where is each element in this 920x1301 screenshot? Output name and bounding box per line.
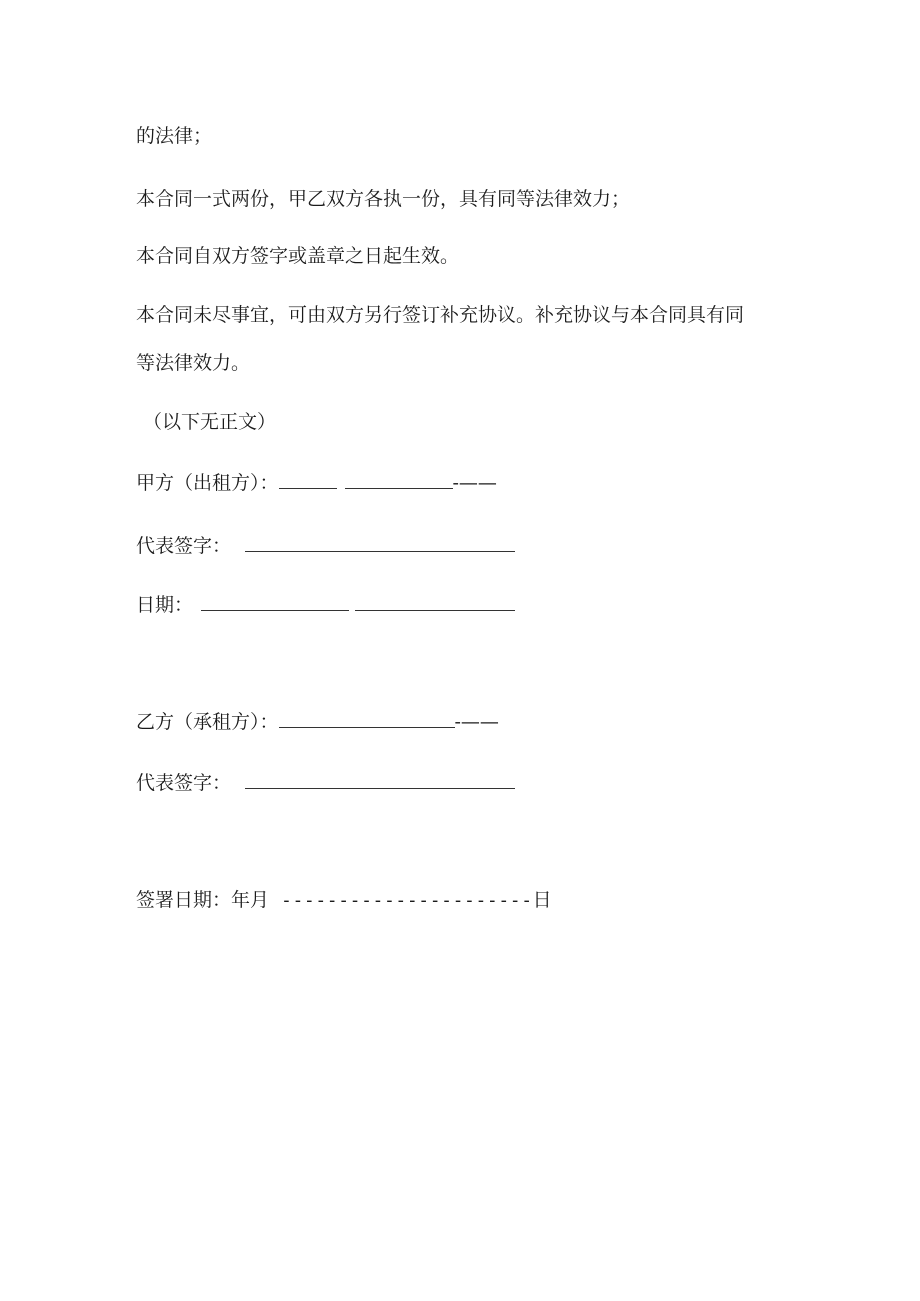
party-b-label: 乙方（承租方）： [136, 711, 279, 733]
clause-copies: 本合同一式两份，甲乙双方各执一份，具有同等法律效力； [136, 188, 631, 210]
party-b-row [136, 709, 499, 734]
party-b-name-blank[interactable] [279, 709, 455, 728]
party-a-date-blank-2[interactable] [355, 592, 515, 611]
party-a-date-row [136, 592, 515, 617]
signing-date-dashes[interactable]: ---------------------- [281, 890, 533, 911]
party-a-rep-signature-blank[interactable] [245, 533, 515, 552]
signing-date-label: 签署日期：年月 [136, 889, 270, 911]
end-of-text-note: （以下无正文） [143, 411, 277, 433]
party-b-rep-label: 代表签字： [136, 772, 232, 794]
signing-day-label: 日 [532, 889, 552, 911]
party-b-trail: -—— [454, 711, 499, 733]
party-a-name-blank-1[interactable] [279, 470, 337, 489]
clause-law-tail: 的法律； [136, 125, 213, 147]
clause-effective: 本合同自双方签字或盖章之日起生效。 [136, 245, 460, 267]
party-b-rep-signature-blank[interactable] [245, 770, 515, 789]
signing-date-row [136, 888, 552, 913]
clause-supplement-line1: 本合同未尽事宜，可由双方另行签订补充协议。补充协议与本合同具有同 [136, 304, 745, 326]
party-a-rep-label: 代表签字： [136, 535, 232, 557]
party-a-date-blank-1[interactable] [201, 592, 349, 611]
party-a-name-blank-2[interactable] [345, 470, 453, 489]
party-a-row [136, 470, 497, 495]
party-a-label: 甲方（出租方）： [136, 472, 279, 494]
clause-supplement-line2: 等法律效力。 [136, 352, 251, 374]
party-a-date-label: 日期： [136, 594, 194, 616]
party-a-rep-row [136, 533, 515, 558]
party-a-trail: -—— [452, 472, 497, 494]
party-b-rep-row [136, 770, 515, 795]
